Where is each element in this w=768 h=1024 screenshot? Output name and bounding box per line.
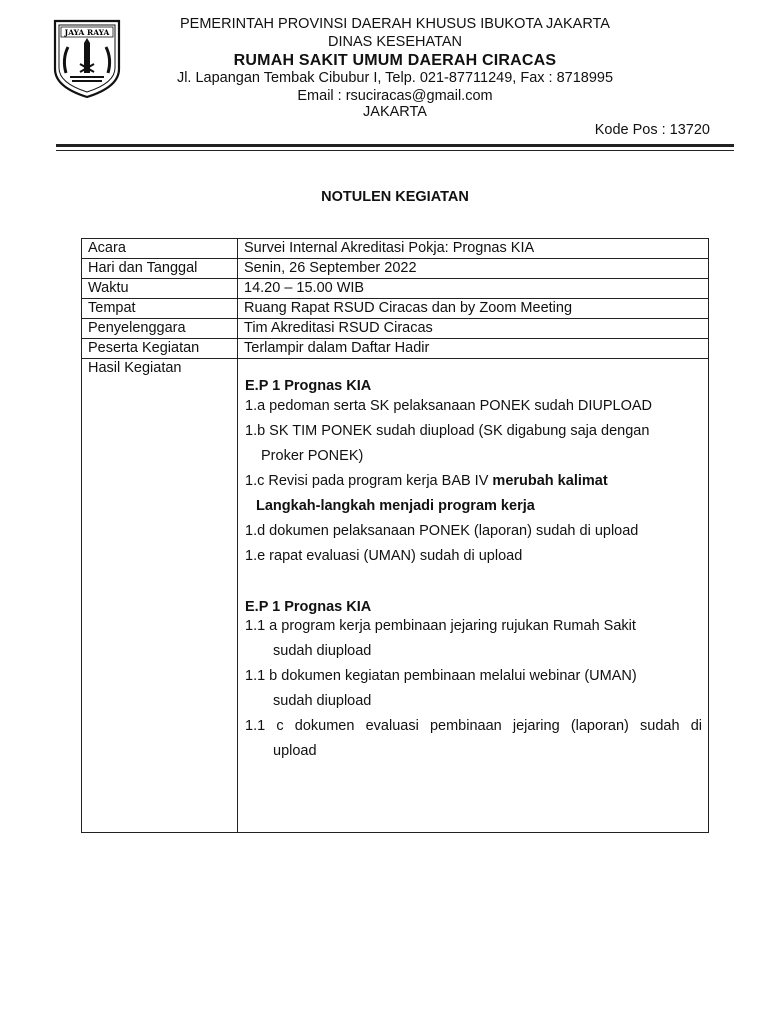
section1-item-c-emphasis: merubah kalimat: [492, 473, 608, 489]
header-divider-thick: [56, 144, 734, 147]
section2-item-c-word: (laporan): [570, 718, 629, 734]
table-row: [82, 319, 709, 339]
row-value-acara: Survei Internal Akreditasi Pokja: Prognas KIA: [238, 239, 709, 259]
row-label-place: Tempat: [82, 299, 238, 319]
section1-item-d: 1.d dokumen pelaksanaan PONEK (laporan) sudah di upload: [245, 523, 639, 539]
document-title: NOTULEN KEGIATAN: [321, 189, 469, 205]
section2-item-c-word: evaluasi: [365, 718, 419, 734]
section2-item-c-word: sudah: [640, 718, 680, 734]
section1-item-c-line1: [245, 474, 608, 489]
table-row: [82, 259, 709, 279]
table-row-results: [82, 359, 709, 833]
row-label-participants: Peserta Kegiatan: [82, 339, 238, 359]
header-city-line: JAKARTA: [363, 104, 427, 120]
header-hospital-name: RUMAH SAKIT UMUM DAERAH CIRACAS: [233, 52, 557, 69]
table-row: [82, 299, 709, 319]
section1-item-b-line2: Proker PONEK): [261, 448, 364, 464]
section2-item-c-line2: upload: [273, 743, 317, 759]
section1-item-c-line2: Langkah-langkah menjadi program kerja: [256, 498, 535, 514]
row-label-results: Hasil Kegiatan: [82, 359, 238, 833]
section2-item-c-word: c: [276, 718, 284, 734]
row-value-participants: Terlampir dalam Daftar Hadir: [238, 339, 709, 359]
header-address-line: Jl. Lapangan Tembak Cibubur I, Telp. 021-87711249, Fax : 8718995: [176, 70, 614, 86]
row-value-date: Senin, 26 September 2022: [238, 259, 709, 279]
section2-item-c-word: pembinaan: [429, 718, 502, 734]
minutes-table: [81, 238, 709, 833]
section2-item-c-word: jejaring: [512, 718, 560, 734]
header-government-line: PEMERINTAH PROVINSI DAERAH KHUSUS IBUKOTA JAKARTA: [180, 16, 610, 32]
results-cell: [238, 359, 709, 833]
section2-item-b-line1: 1.1 b dokumen kegiatan pembinaan melalui webinar (UMAN): [245, 668, 637, 684]
results-content: [244, 359, 702, 832]
section2-item-c-word: di: [690, 718, 702, 734]
section2-item-c-word: 1.1: [245, 718, 266, 734]
row-value-time: 14.20 – 15.00 WIB: [238, 279, 709, 299]
row-label-date: Hari dan Tanggal: [82, 259, 238, 279]
header-department-line: DINAS KESEHATAN: [327, 34, 463, 50]
section1-item-b-line1: 1.b SK TIM PONEK sudah diupload (SK digabung saja dengan: [245, 423, 650, 439]
table-row: [82, 279, 709, 299]
section1-item-c-text: 1.c Revisi pada program kerja BAB IV: [245, 473, 493, 489]
section1-item-a: 1.a pedoman serta SK pelaksanaan PONEK sudah DIUPLOAD: [245, 398, 653, 414]
header-divider-thin: [56, 150, 734, 151]
section2-item-b-line2: sudah diupload: [273, 693, 372, 709]
table-row: [82, 339, 709, 359]
header-email-line: Email : rsuciracas@gmail.com: [297, 88, 493, 104]
row-value-organizer: Tim Akreditasi RSUD Ciracas: [238, 319, 709, 339]
section1-heading: E.P 1 Prognas KIA: [245, 378, 372, 394]
section2-item-c-word: dokumen: [294, 718, 355, 734]
table-row: [82, 239, 709, 259]
logo-motto-text: JAYA RAYA: [64, 28, 110, 37]
jakarta-emblem-logo: [52, 17, 122, 99]
row-label-organizer: Penyelenggara: [82, 319, 238, 339]
section2-heading: E.P 1 Prognas KIA: [245, 599, 372, 615]
header-postal-code: Kode Pos : 13720: [594, 122, 710, 138]
section2-item-c-line1: [245, 719, 702, 734]
row-label-time: Waktu: [82, 279, 238, 299]
section2-item-a-line1: 1.1 a program kerja pembinaan jejaring rujukan Rumah Sakit: [245, 618, 636, 634]
section2-item-a-line2: sudah diupload: [273, 643, 372, 659]
row-value-place: Ruang Rapat RSUD Ciracas dan by Zoom Meeting: [238, 299, 709, 319]
section1-item-e: 1.e rapat evaluasi (UMAN) sudah di upload: [245, 548, 523, 564]
row-label-acara: Acara: [82, 239, 238, 259]
